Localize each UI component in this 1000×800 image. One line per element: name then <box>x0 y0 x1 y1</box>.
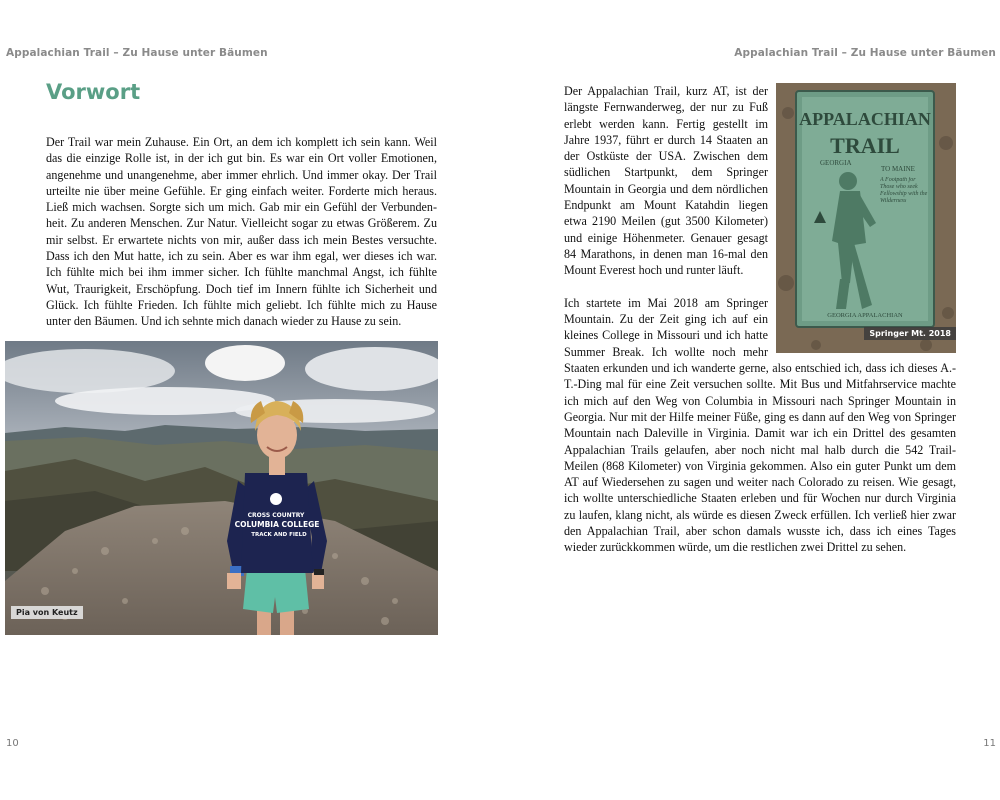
right-page-paragraph-2: Ich startete im Mai 2018 am Springer Mountain. Zu der Zeit ging ich auf ein kleines College in Missouri und ich hatte Summer Break. Ich wollte noch mehr Staaten erkunden und ich wanderte gerne, also entschied ich, dass ich dieses A.-T.-Ding mal für eine Zeit versuchen sollte. Mit Bus und Mitfahrservice machte ich mich auf den Weg von Columbia in Missouri nach Springer Mountain in Georgia. Nur mit der Hilfe meiner Füße, ging es dann auf den Weg von Springer Mountain nach Daleville in Virginia. Damit war ich ein Drittel des gesamten Appalachian Trails gelaufen, aber noch nicht mal halb durch die 542 Trail-Meilen (868 Kilometer) von Virginia gekommen. Also ein guter Punkt um dem AT auf Wiedersehen zu sagen und weiter nach Colorado zu reisen. Wie gesagt, ich wollte unterschiedliche Staaten erleben und für Wochen nur durch Virginia zu laufen, klang nicht, als würde es diesen Zweck erfüllen. Ich verließ hier zwar den Appalachian Trail, aber schon damals wusste ich, dass ich eines Tages wieder zurückkommen würde, um die restlichen zwei Drittel zu sehen. <box>564 295 956 555</box>
running-head-right: Appalachian Trail – Zu Hause unter Bäumen <box>734 47 996 59</box>
left-page-paragraph: Der Trail war mein Zuhause. Ein Ort, an dem ich komplett ich sein kann. Weil das die einzige Rolle ist, in der ich gut bin. Es war ein Ort voller Emotionen, angenehme und unangenehme, aber immer ehrlich. Und immer okay. Der Trail urteilte nie über meine Gefühle. Er ging einfach weiter. Forderte mich heraus. Ließ mich wachsen. Sorgte sich um mich. Gab mir ein Gefühl der Verbundenheit. Zu anderen Menschen. Zur Natur. Vielleicht sogar zu etwas Größerem. Zu mir selbst. Er erwartete nichts von mir, außer dass ich mein Bestes versuchte. Dass ich den Mut hatte, ich zu sein. Aber es war ihm egal, wer dieses ich war. Ich fühlte mich bei ihm immer sicher. Ich fühlte manchmal Angst, ich fühlte Wut, Traurigkeit, Erschöpfung. Doch tief im Innern fühlte ich Sicherheit und Glück. Ich fühlte Frieden. Ich fühlte mich geliebt. Ich fühlte mich zu Hause unter den Bäumen. Und ich sehnte mich danach wieder zu Hause zu sein. <box>46 135 437 329</box>
plaque-line-2: TRAIL <box>830 133 900 158</box>
right-photo-caption: Springer Mt. 2018 <box>864 327 956 340</box>
left-photo-caption: Pia von Keutz <box>11 606 83 619</box>
hiker-summit-photo <box>5 341 438 635</box>
page-number-right: 11 <box>983 738 996 749</box>
right-page-column <box>564 83 956 572</box>
plaque-line-1: APPALACHIAN <box>799 109 931 129</box>
page-number-left: 10 <box>6 738 19 749</box>
shirt-line-1: CROSS COUNTRY <box>247 512 305 519</box>
plaque-illustration <box>776 83 956 353</box>
shirt-line-2: COLUMBIA COLLEGE <box>234 520 320 529</box>
running-head-left: Appalachian Trail – Zu Hause unter Bäumen <box>6 47 268 59</box>
plaque-georgia: GEORGIA <box>820 159 852 167</box>
summit-scene-illustration <box>5 341 438 635</box>
chapter-title: Vorwort <box>46 80 141 104</box>
shirt-line-3: TRACK AND FIELD <box>251 532 307 538</box>
plaque-footpath: A Footpath for Those who seek Fellowship with the Wilderness <box>880 177 928 204</box>
trail-plaque-photo <box>776 83 956 353</box>
plaque-bottom-text: GEORGIA APPALACHIAN <box>827 312 903 319</box>
plaque-to-maine: TO MAINE <box>881 165 915 173</box>
right-page-paragraph-1: Der Appalachian Trail, kurz AT, ist der längste Fernwanderweg, der nur zu Fuß erlebt werden kann. Fertig gestellt im Jahre 1937, führt er durch 14 Staaten an der Ostküste der USA. Zwischen dem südlichen Startpunkt, dem Springer Mountain in Georgia und dem nördlichen Endpunkt am Mount Katahdin liegen etwa 2190 Meilen (gut 3500 Kilometer) und einige Höhenmeter. Genauer gesagt 84 Marathons, in denen man 16-mal den Mount Everest hoch und runter läuft. <box>564 84 768 278</box>
